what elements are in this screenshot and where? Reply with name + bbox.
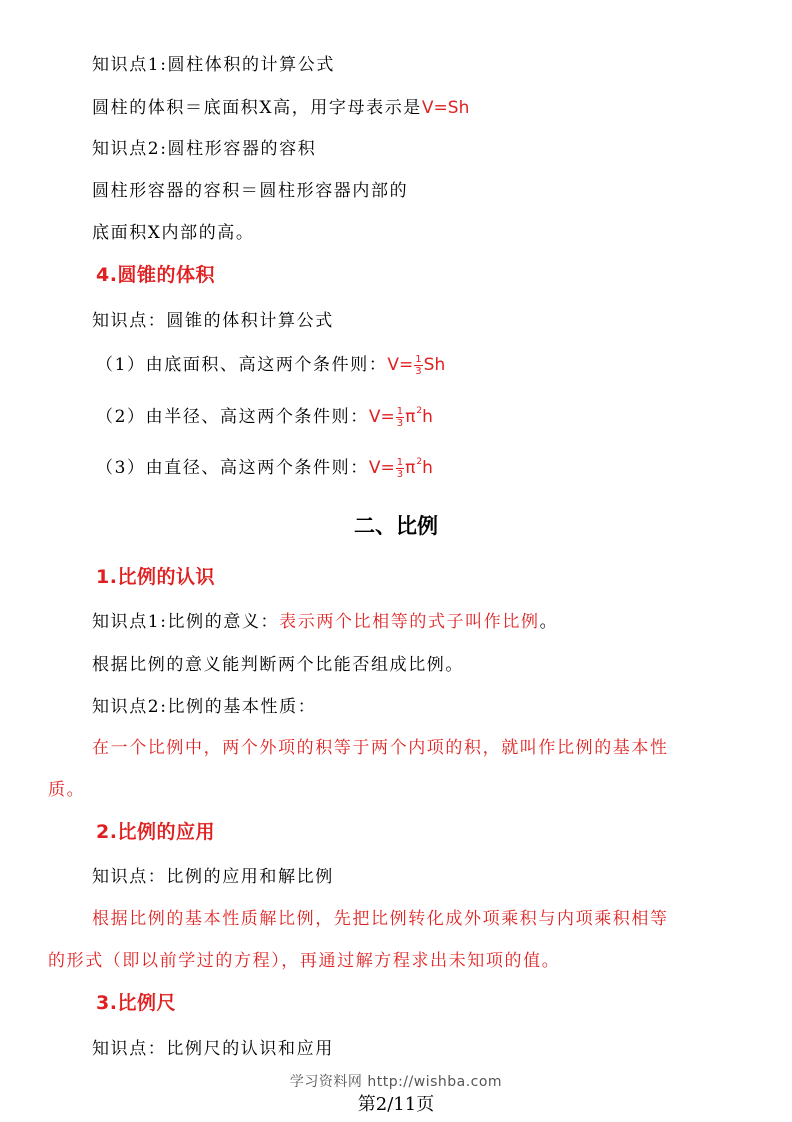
cone-formula-1-expr [387, 355, 445, 375]
knowledge-point-2-title: 知识点2:圆柱形容器的容积 [92, 139, 317, 159]
heading-scale: 3.比例尺 [96, 992, 176, 1014]
cone-formula-2 [96, 402, 433, 429]
solve-proportion-line-2: 的形式（即以前学过的方程），再通过解方程求出未知项的值。 [48, 951, 561, 971]
container-volume-line-1: 圆柱形容器的容积＝圆柱形容器内部的 [92, 181, 409, 201]
knowledge-point-1-title: 知识点1:圆柱体积的计算公式 [92, 55, 335, 75]
cone-formula-1-text: （1）由底面积、高这两个条件则： [96, 355, 388, 375]
cylinder-volume-formula: V=Sh [421, 98, 470, 118]
fraction-numerator: 1 [396, 405, 404, 417]
formula-suffix: h [422, 458, 433, 478]
proportion-meaning-label: 知识点1:比例的意义： [92, 612, 280, 632]
fraction-numerator: 1 [396, 456, 404, 468]
cylinder-volume-text: 圆柱的体积＝底面积X高，用字母表示是 [92, 98, 422, 118]
section-title-proportion: 二、比例 [354, 514, 438, 538]
formula-suffix: Sh [423, 355, 446, 375]
formula-suffix: h [422, 407, 433, 427]
fraction-numerator: 1 [415, 353, 422, 365]
solve-proportion-line-1: 根据比例的基本性质解比例，先把比例转化成外项乘积与内项乘积相等 [92, 909, 669, 929]
proportion-judgement: 根据比例的意义能判断两个比能否组成比例。 [92, 655, 464, 675]
cone-formula-2-text: （2）由半径、高这两个条件则： [96, 407, 369, 427]
pi-symbol: π [405, 458, 416, 478]
proportion-meaning-definition: 表示两个比相等的式子叫作比例 [279, 612, 540, 632]
heading-cone-volume: 4.圆锥的体积 [96, 264, 215, 286]
cylinder-volume-formula-line [92, 93, 469, 118]
cone-knowledge-point: 知识点：圆锥的体积计算公式 [92, 311, 334, 331]
knowledge-point-basic-property: 知识点2:比例的基本性质： [92, 697, 317, 717]
application-knowledge-point: 知识点：比例的应用和解比例 [92, 867, 334, 887]
fraction-denominator: 3 [396, 417, 404, 429]
heading-proportion-concept: 1.比例的认识 [96, 566, 215, 588]
cone-formula-3 [96, 453, 433, 480]
proportion-meaning-end: 。 [539, 612, 559, 632]
scale-knowledge-point: 知识点：比例尺的认识和应用 [92, 1039, 334, 1059]
formula-prefix: V= [368, 407, 395, 427]
cone-formula-3-expr [369, 458, 433, 478]
exponent: 2 [416, 457, 423, 467]
heading-proportion-application: 2.比例的应用 [96, 821, 215, 843]
cone-formula-3-text: （3）由直径、高这两个条件则： [96, 458, 369, 478]
page-number: 第2/11页 [357, 1094, 435, 1115]
fraction [414, 354, 422, 377]
basic-property-line-2: 质。 [48, 780, 86, 800]
cone-formula-1 [96, 350, 445, 377]
cone-formula-2-expr [369, 407, 433, 427]
exponent: 2 [416, 406, 423, 416]
fraction [396, 457, 404, 480]
container-volume-line-2: 底面积X内部的高。 [92, 223, 255, 243]
fraction-denominator: 3 [396, 468, 404, 480]
formula-prefix: V= [368, 458, 395, 478]
proportion-meaning-line [92, 607, 558, 632]
basic-property-line-1: 在一个比例中，两个外项的积等于两个内项的积，就叫作比例的基本性 [92, 738, 669, 758]
footer-watermark: 学习资料网 http://wishba.com [289, 1074, 503, 1090]
fraction [396, 406, 404, 429]
pi-symbol: π [405, 407, 416, 427]
fraction-denominator: 3 [415, 365, 422, 377]
formula-prefix: V= [387, 355, 414, 375]
